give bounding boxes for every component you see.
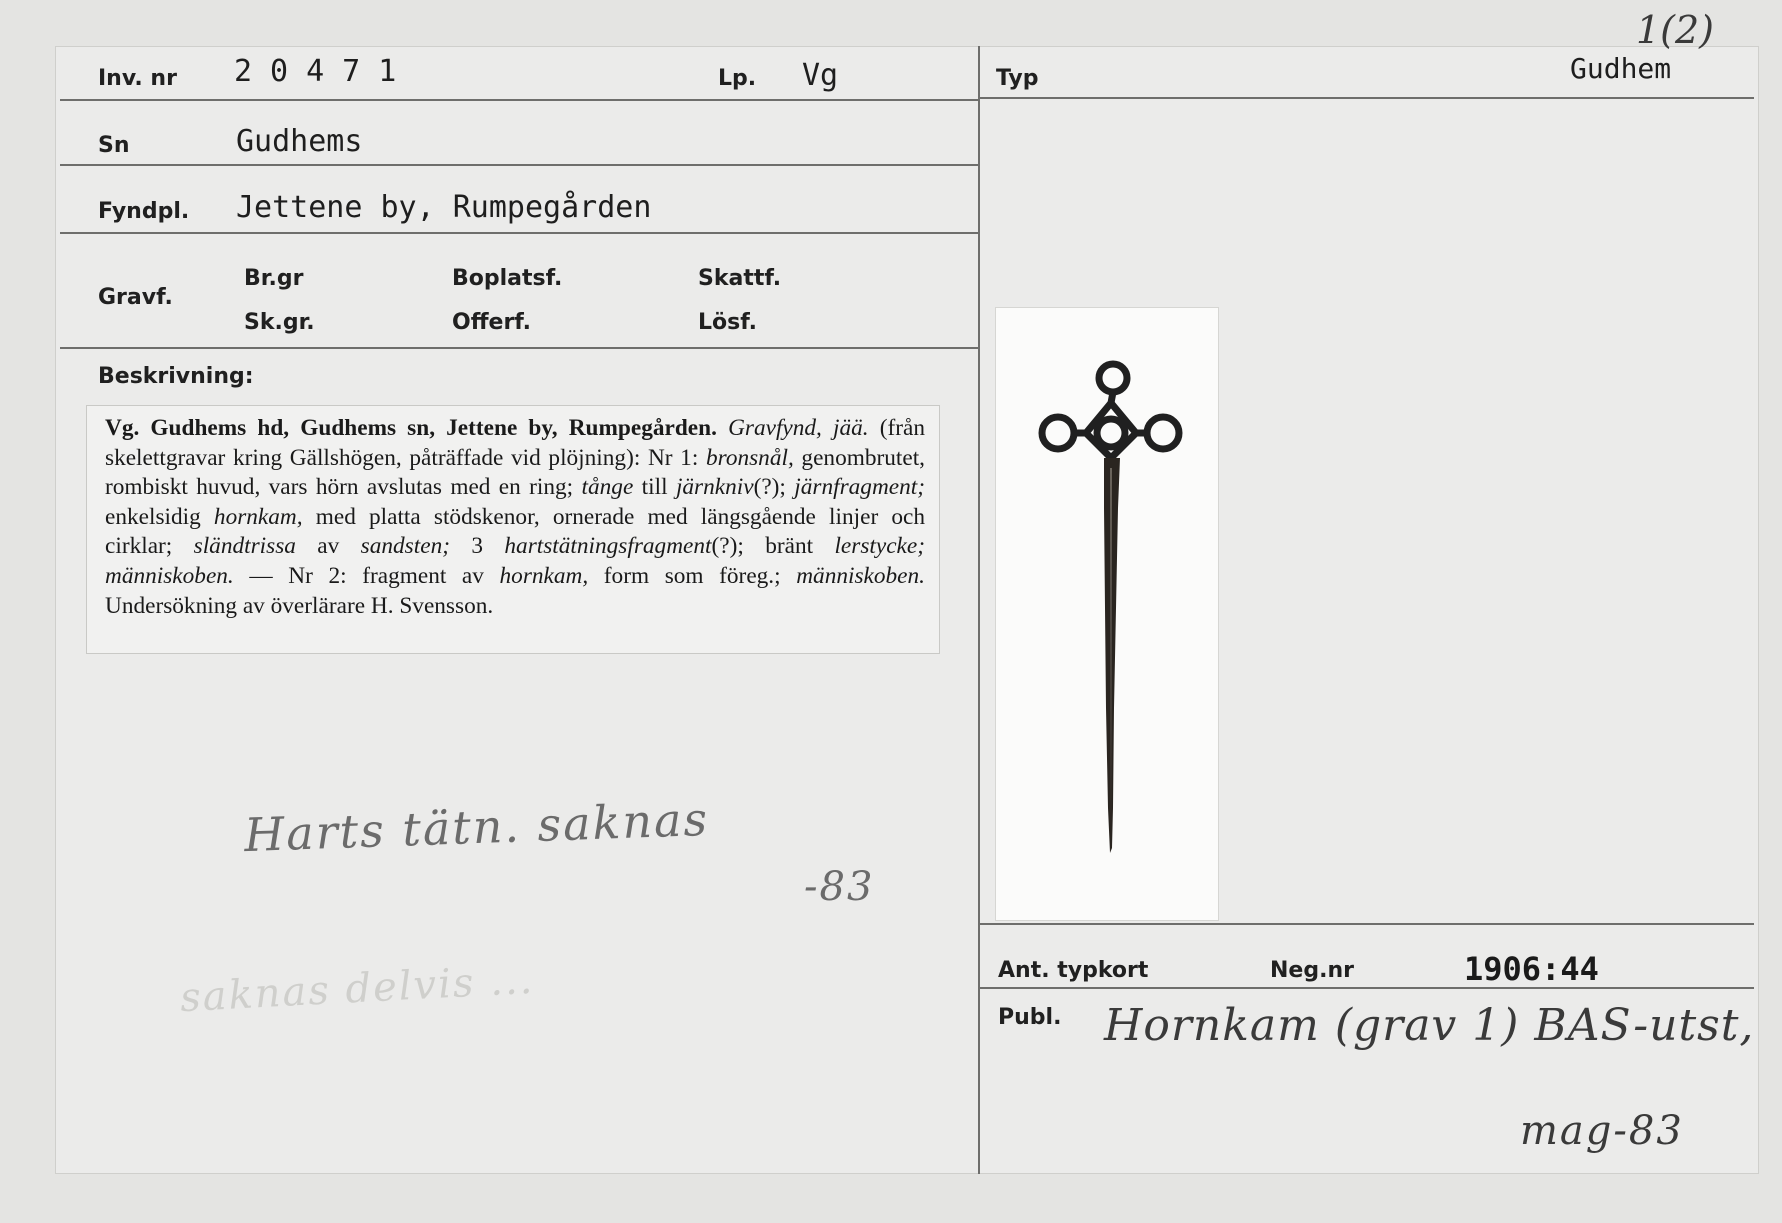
description-italic: sandsten; bbox=[360, 533, 450, 560]
description-italic: hornkam, bbox=[499, 562, 589, 589]
label-sk-gr: Sk.gr. bbox=[244, 310, 315, 335]
artifact-photo bbox=[996, 308, 1218, 920]
divider-photo-bottom bbox=[978, 923, 1754, 925]
handwritten-publ-line2: mag-83 bbox=[1520, 1108, 1684, 1154]
description-text: Undersökning av överlärare H. Svensson. bbox=[105, 592, 494, 619]
description-text: — Nr 2: fragment av bbox=[233, 562, 500, 589]
description-italic: sländtrissa bbox=[193, 533, 296, 560]
fyndpl-value: Jettene by, Rumpegården bbox=[236, 190, 652, 225]
column-divider bbox=[978, 46, 980, 1174]
divider-inv-row bbox=[60, 99, 978, 101]
description-text: enkelsidig bbox=[105, 503, 214, 530]
description-text: av bbox=[295, 533, 361, 560]
description-text: 3 bbox=[449, 533, 505, 560]
label-typ: Typ bbox=[996, 66, 1039, 91]
lp-value: Vg bbox=[802, 58, 839, 93]
label-br-gr: Br.gr bbox=[244, 266, 304, 291]
corner-note: 1(2) bbox=[1636, 8, 1715, 52]
sn-value: Gudhems bbox=[236, 124, 363, 159]
divider-fyndpl-row bbox=[60, 232, 978, 234]
handwritten-note-year: -83 bbox=[804, 864, 875, 910]
label-beskrivning: Beskrivning: bbox=[98, 364, 254, 389]
description-text: (?); bränt bbox=[711, 533, 835, 560]
description-text: (?); bbox=[753, 474, 795, 501]
label-lp: Lp. bbox=[718, 66, 757, 91]
label-inv-nr: Inv. nr bbox=[98, 66, 177, 91]
description-heading: Vg. Gudhems hd, Gudhems sn, Jettene by, Rumpegården. bbox=[105, 415, 717, 441]
type-value: Gudhem bbox=[1570, 52, 1672, 85]
bronze-pin-icon bbox=[996, 308, 1218, 920]
description-italic: tånge bbox=[581, 474, 634, 501]
description-text: med platta stödskenor, ornerade med längsgående linjer och cirklar; bbox=[105, 503, 925, 560]
description-text: genombrutet, rombiskt huvud, vars hörn avslutas med en ring; bbox=[105, 444, 926, 501]
label-gravf: Gravf. bbox=[98, 285, 173, 310]
label-skattf: Skattf. bbox=[698, 266, 782, 291]
label-offerf: Offerf. bbox=[452, 310, 532, 335]
handwritten-note-harts: Harts tätn. saknas bbox=[243, 791, 710, 863]
description-text: (från skelettgravar kring Gällshögen, påträffade vid plöjning): Nr 1: bbox=[105, 415, 926, 471]
label-sn: Sn bbox=[98, 133, 130, 158]
description-italic: människoben. bbox=[796, 562, 925, 589]
label-neg-nr: Neg.nr bbox=[1270, 958, 1354, 983]
handwritten-note-faded: saknas delvis ... bbox=[179, 956, 536, 1022]
neg-nr-value: 1906:44 bbox=[1464, 950, 1599, 988]
description-clipping bbox=[86, 405, 940, 654]
description-italic: hartstätningsfragment bbox=[504, 533, 712, 560]
description-text bbox=[717, 415, 728, 441]
description-italic: lerstycke; människoben. bbox=[105, 533, 925, 589]
handwritten-publ-line1: Hornkam (grav 1) BAS-utst, bbox=[1104, 1000, 1755, 1051]
divider-ant-row bbox=[978, 987, 1754, 989]
description-italic: järnfragment; bbox=[794, 474, 925, 501]
label-publ: Publ. bbox=[998, 1005, 1062, 1030]
description-text: till bbox=[633, 474, 676, 501]
description-italic: Gravfynd, jää. bbox=[728, 415, 869, 441]
divider-sn-row bbox=[60, 164, 978, 166]
description-italic: bronsnål, bbox=[705, 444, 794, 471]
label-fyndpl: Fyndpl. bbox=[98, 199, 190, 224]
description-text: form som föreg.; bbox=[588, 562, 797, 589]
description-italic: järnkniv bbox=[675, 474, 754, 501]
divider-gravf-row bbox=[60, 347, 978, 349]
label-losf: Lösf. bbox=[698, 310, 757, 335]
inv-nr-value: 20471 bbox=[234, 54, 415, 89]
label-ant-typkort: Ant. typkort bbox=[998, 958, 1149, 983]
label-boplatsf: Boplatsf. bbox=[452, 266, 563, 291]
divider-typ-row bbox=[978, 97, 1754, 99]
description-italic: hornkam, bbox=[213, 503, 303, 530]
